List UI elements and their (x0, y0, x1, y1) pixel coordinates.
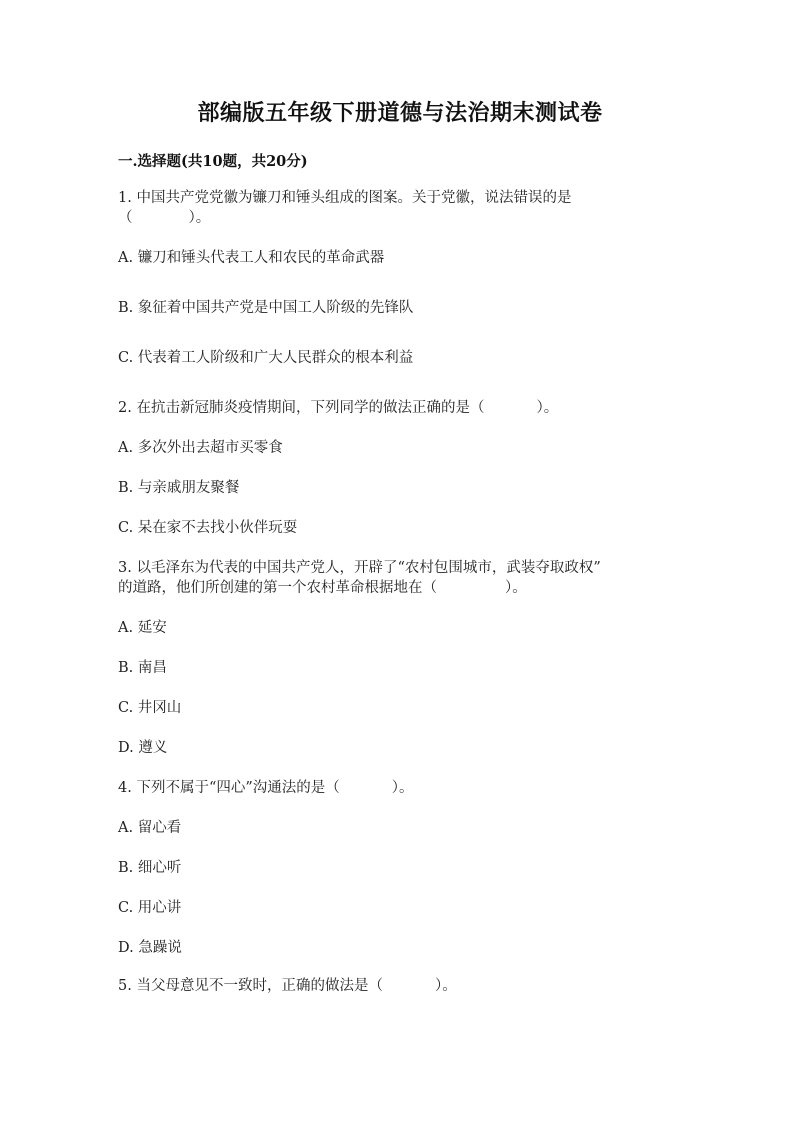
question-2-stem (118, 398, 558, 418)
question-1-option-b: B. 象征着中国共产党是中国工人阶级的先锋队 (118, 300, 414, 316)
question-5-stem-end: ）。 (434, 978, 457, 994)
question-3-stem-cont (118, 578, 527, 598)
question-1-option-c: C. 代表着工人阶级和广大人民群众的根本利益 (118, 350, 414, 366)
question-3-stem: 3. 以毛泽东为代表的中国共产党人，开辟了“农村包围城市，武装夺取政权” (118, 560, 601, 576)
question-3-stem-cont-text: 的道路，他们所创建的第一个农村革命根据地在（ (118, 580, 437, 596)
question-3-option-d: D. 遵义 (118, 740, 168, 756)
question-4-option-b: B. 细心听 (118, 860, 182, 876)
question-3-option-a: A. 延安 (118, 620, 167, 636)
question-4-stem-text: 4. 下列不属于“四心”沟通法的是（ (118, 780, 340, 796)
question-4-option-a: A. 留心看 (118, 820, 182, 836)
question-4-stem (118, 778, 414, 798)
question-3-option-b: B. 南昌 (118, 660, 167, 676)
question-3-stem-end: ）。 (505, 580, 527, 596)
question-1-stem: 1. 中国共产党党徽为镰刀和锤头组成的图案。关于党徽，说法错误的是 (118, 190, 572, 206)
section-heading: 一.选择题(共10题，共20分) (118, 153, 308, 170)
question-2-option-a: A. 多次外出去超市买零食 (118, 440, 283, 456)
question-2-stem-end: ）。 (536, 400, 559, 416)
question-2-option-c: C. 呆在家不去找小伙伴玩耍 (118, 520, 298, 536)
question-3-option-c: C. 井冈山 (118, 700, 182, 716)
question-1-stem-cont: （ ）。 (118, 210, 211, 226)
question-4-option-c: C. 用心讲 (118, 900, 182, 916)
question-1-option-a: A. 镰刀和锤头代表工人和农民的革命武器 (118, 250, 385, 266)
question-5-stem (118, 976, 457, 996)
question-2-option-b: B. 与亲戚朋友聚餐 (118, 480, 240, 496)
question-2-stem-text: 2. 在抗击新冠肺炎疫情期间，下列同学的做法正确的是（ (118, 400, 485, 416)
question-4-stem-end: ）。 (391, 780, 414, 796)
question-5-stem-text: 5. 当父母意见不一致时，正确的做法是（ (118, 978, 383, 994)
page-title: 部编版五年级下册道德与法治期末测试卷 (197, 100, 603, 126)
question-4-option-d: D. 急躁说 (118, 940, 182, 956)
